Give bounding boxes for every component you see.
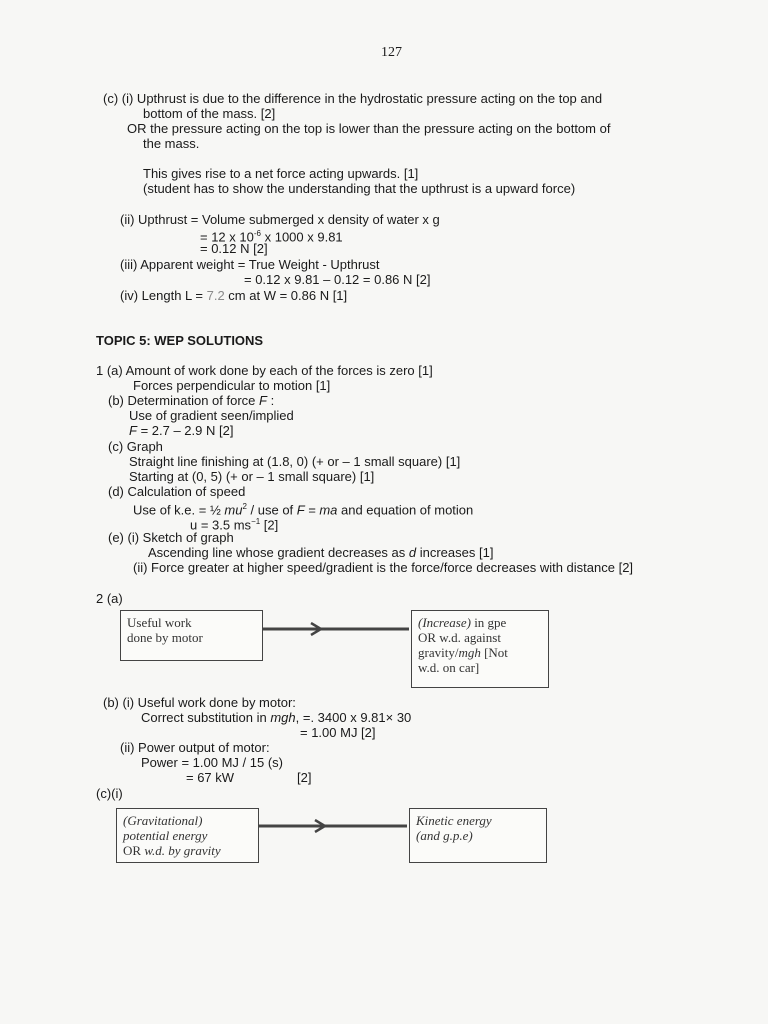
q2-b-line1: (b) (i) Useful work done by motor: — [103, 695, 296, 710]
q2-b-line3: = 1.00 MJ [2] — [300, 725, 376, 740]
q1-c-line3: Starting at (0, 5) (+ or – 1 small square) [1] — [129, 469, 375, 484]
q1-e-line1: (e) (i) Sketch of graph — [108, 530, 234, 545]
q2-c-label: (c)(i) — [96, 786, 123, 801]
c-i-line1: (c) (i) Upthrust is due to the difference in the hydrostatic pressure acting on the top and — [103, 91, 603, 106]
q1-b-line2: Use of gradient seen/implied — [129, 408, 294, 423]
c-i-line6: (student has to show the understanding that the upthrust is a upward force) — [143, 181, 576, 196]
c-i-line5: This gives rise to a net force acting upwards. [1] — [143, 166, 419, 181]
q1-d-line1: (d) Calculation of speed — [108, 484, 246, 499]
box-kinetic-energy: Kinetic energy (and g.p.e) — [409, 808, 547, 863]
q1-d-line3: u = 3.5 $ms^{-1}$ [2] — [190, 517, 279, 533]
arrow-icon — [259, 819, 409, 833]
q1-c-line2: Straight line finishing at (1.8, 0) (+ or – 1 small square) [1] — [129, 454, 461, 469]
q2-b-line6: = 67 kW — [186, 770, 235, 785]
q1-e-line3: (ii) Force greater at higher speed/gradient is the force/force decreases with distance [2] — [133, 560, 634, 575]
c-i-line3: OR the pressure acting on the top is lower than the pressure acting on the bottom of — [127, 121, 611, 136]
box-increase-gpe: (Increase) in gpe OR w.d. against gravity/mgh [Not w.d. on car] — [411, 610, 549, 688]
q2-b-line2: Correct substitution in mgh, =. 3400 x 9.81× 30 — [141, 710, 412, 725]
q2-b-line4: (ii) Power output of motor: — [120, 740, 270, 755]
q2-a-label: 2 (a) — [96, 591, 123, 606]
q2-b-line5: Power = 1.00 MJ / 15 (s) — [141, 755, 283, 770]
c-ii-line1: (ii) Upthrust = Volume submerged x density of water x g — [120, 212, 440, 227]
c-i-line4: the mass. — [143, 136, 200, 151]
topic-heading: TOPIC 5: WEP SOLUTIONS — [96, 333, 264, 348]
page-number: 127 — [381, 45, 402, 60]
c-iii-line1: (iii) Apparent weight = True Weight - Upthrust — [120, 257, 380, 272]
q1-b-line1: (b) Determination of force F : — [108, 393, 275, 408]
c-iii-line2: = 0.12 x 9.81 – 0.12 = 0.86 N [2] — [244, 272, 431, 287]
c-i-line2: bottom of the mass. [2] — [143, 106, 276, 121]
c-iv-line: (iv) Length L = 7.2 cm at W = 0.86 N [1] — [120, 288, 348, 303]
box-useful-work: Useful work done by motor — [120, 610, 263, 661]
c-ii-line2: = 12 x $10^{-6}$ x 1000 x 9.81 — [200, 229, 343, 245]
q1-e-line2: Ascending line whose gradient decreases as d increases [1] — [148, 545, 494, 560]
arrow-icon — [263, 622, 411, 636]
q1-a-line1: 1 (a) Amount of work done by each of the forces is zero [1] — [96, 363, 433, 378]
q1-d-line2: Use of k.e. = ½ $mu^2$ / use of F = ma and equation of motion — [133, 502, 474, 518]
q2-b-line6-mark: [2] — [297, 770, 312, 785]
c-ii-line3: = 0.12 N [2] — [200, 241, 268, 256]
q1-c-line1: (c) Graph — [108, 439, 163, 454]
q1-b-line3: F = 2.7 – 2.9 N [2] — [129, 423, 234, 438]
q1-a-line2: Forces perpendicular to motion [1] — [133, 378, 331, 393]
box-potential-energy: (Gravitational) potential energy OR w.d. by gravity — [116, 808, 259, 863]
